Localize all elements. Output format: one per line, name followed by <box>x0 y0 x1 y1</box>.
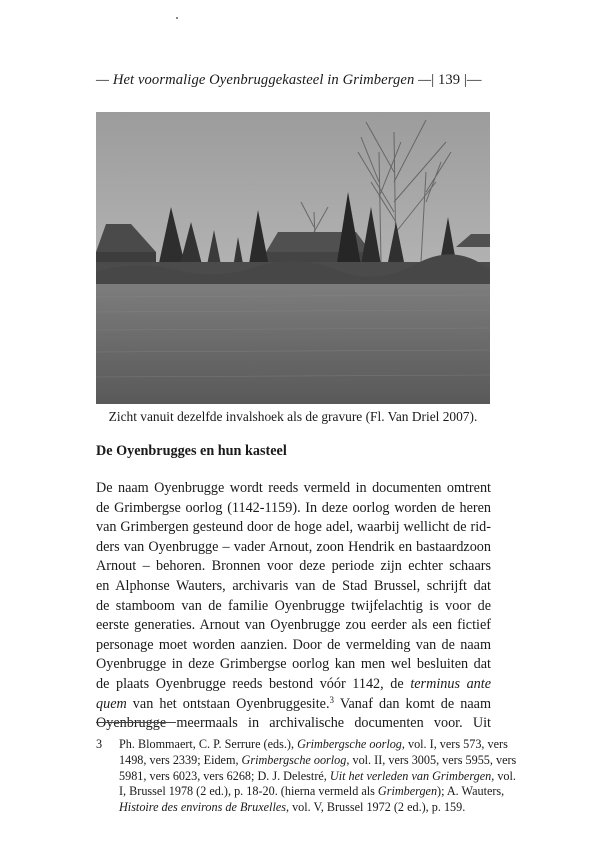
fn-text: , vol. V, Brussel 1972 (2 ed.), p. 159. <box>285 800 466 815</box>
footnote-divider <box>96 722 176 723</box>
body-line-text: Vanaf dan komt de naam <box>334 695 491 712</box>
body-line: eerste generaties. Arnout van Oyenbrugge zou eerder als een fictief <box>96 617 491 634</box>
fn-title: Grimbergsche oorlog <box>241 752 347 767</box>
running-header <box>96 72 506 89</box>
footnote-ref: 3 <box>329 694 335 705</box>
footnote-line <box>119 800 491 816</box>
latin-term: terminus ante <box>410 675 491 692</box>
fn-text: , vol. I, vers 573, vers <box>401 737 508 751</box>
body-line: van Grimbergen gesteund door de hoge adel, waarbij wellicht de rid- <box>96 519 491 536</box>
page-number: | 139 |— <box>431 72 482 88</box>
fn-title: Histoire des environs de Bruxelles <box>119 800 286 815</box>
fn-text: 5981, vers 6023, vers 6268; D. J. Delestré, <box>119 768 330 783</box>
body-line: en Alphonse Wauters, archivaris van de Stad Brussel, schrijft dat <box>96 577 491 594</box>
body-line: personage moet worden aanzien. Door de vermelding van de naam <box>96 636 491 653</box>
footnote-line <box>119 768 516 785</box>
footnote-line <box>119 784 505 800</box>
body-line-text: van het ontstaan Oyenbruggesite. <box>126 695 330 712</box>
body-line: Oyenbrugge in deze Grimbergse oorlog kan men wel besluiten dat <box>96 656 491 673</box>
section-heading: De Oyenbrugges en hun kasteel <box>96 443 287 459</box>
photo-caption: Zicht vanuit dezelfde invalshoek als de gravure (Fl. Van Driel 2007). <box>108 409 478 424</box>
running-title: — Het voormalige Oyenbruggekasteel in Grimbergen — <box>96 72 432 88</box>
fn-text: , vol. II, vers 3005, vers 5955, vers <box>346 752 517 767</box>
landscape-photo <box>96 112 490 404</box>
body-line-text: de plaats Oyenbrugge reeds bestond vóór 1142, de <box>96 675 404 692</box>
fn-text: 1498, vers 2339; Eidem, <box>119 752 242 767</box>
footnote-number: 3 <box>96 737 103 751</box>
footnote-text <box>119 737 517 816</box>
fn-text: ); A. Wauters, <box>437 784 505 799</box>
footnote-line <box>119 752 517 769</box>
body-line: De naam Oyenbrugge wordt reeds vermeld in documenten omtrent <box>96 480 491 496</box>
fn-text: , vol. <box>491 768 516 783</box>
speck <box>176 17 178 19</box>
fn-text: I, Brussel 1978 (2 ed.), p. 18-20. (hierna vermeld als <box>119 784 378 799</box>
body-line: Oyenbrugge meermaals in archivalische documenten voor. Uit <box>96 715 491 732</box>
latin-term-cont: quem <box>96 695 127 712</box>
footnote-line <box>119 737 508 753</box>
body-line <box>96 695 491 715</box>
fn-title: Grimbergsche oorlog <box>297 737 402 751</box>
body-paragraph <box>96 479 491 734</box>
body-line: de Grimbergse oorlog (1142-1159). In deze oorlog worden de heren <box>96 499 491 516</box>
body-line: ders van Oyenbrugge – vader Arnout, zoon Hendrik en bastaardzoon <box>96 538 491 555</box>
body-line <box>96 675 491 695</box>
body-line: Arnout – behoren. Bronnen voor deze periode zijn echter schaars <box>96 558 491 575</box>
fn-text: Ph. Blommaert, C. P. Serrure (eds.), <box>119 737 298 751</box>
fn-title: Uit het verleden van Grimbergen <box>329 768 492 783</box>
fn-title: Grimbergen <box>377 784 438 799</box>
body-line: de stamboom van de familie Oyenbrugge twijfelachtig is voor de <box>96 597 491 614</box>
